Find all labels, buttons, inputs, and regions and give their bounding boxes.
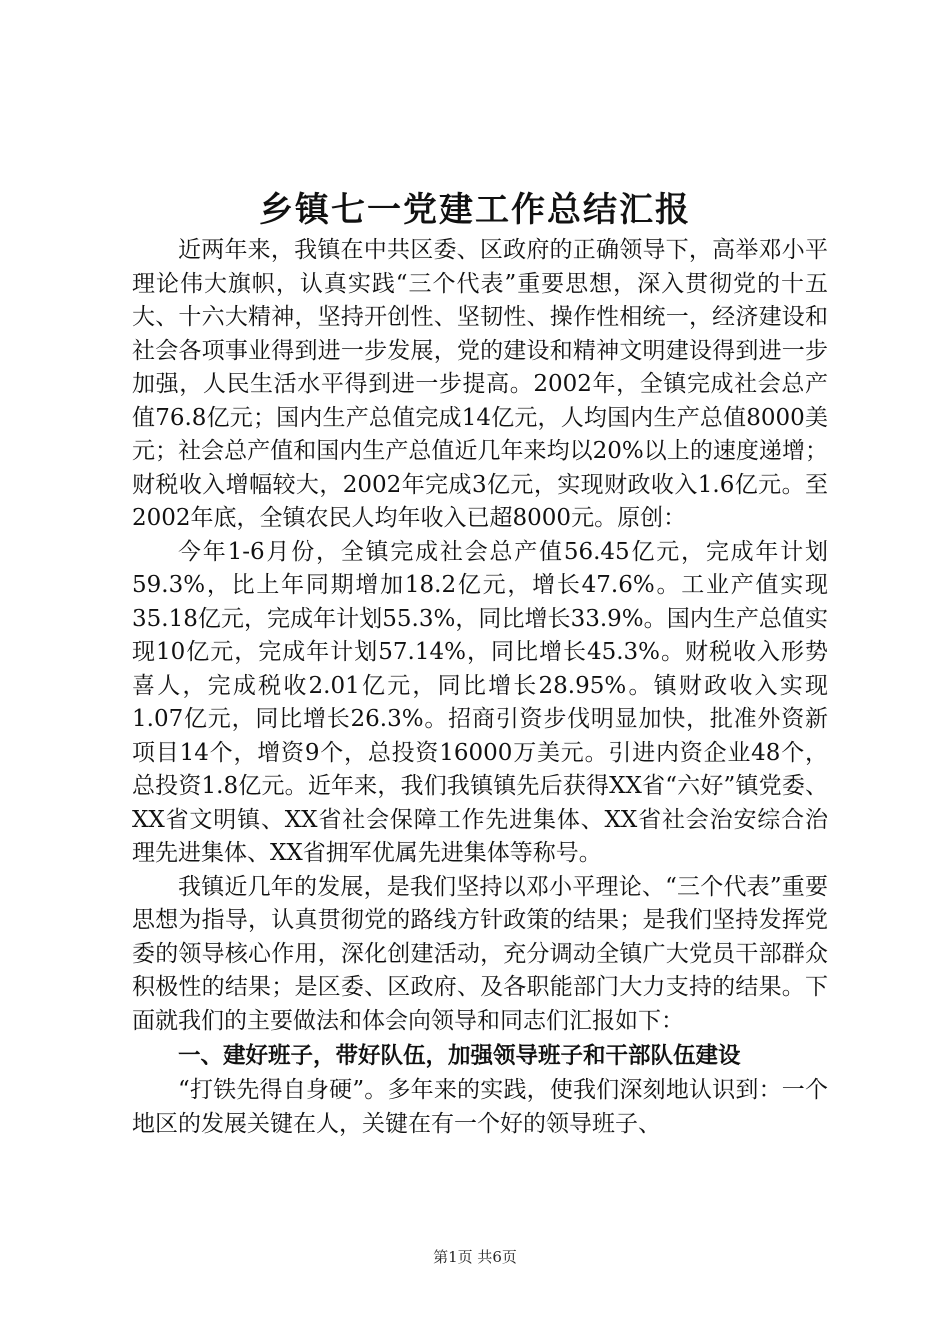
paragraph-summary: 我镇近几年的发展，是我们坚持以邓小平理论、“三个代表”重要思想为指导，认真贯彻党的路线方针政策的结果；是我们坚持发挥党委的领导核心作用，深化创建活动，充分调动全镇广大党员干部群众积极性的结果；是区委、区政府、及各职能部门大力支持的结果。下面就我们的主要做法和体会向领导和同志们汇报如下： <box>132 873 828 1034</box>
paragraph-statistics: 今年1-6月份，全镇完成社会总产值56.45亿元，完成年计划59.3%，比上年同期增加18.2亿元，增长47.6%。工业产值实现35.18亿元，完成年计划55.3%，同比增长33.9%。国内生产总值实现10亿元，完成年计划57.14%，同比增长45.3%。财税收入形势喜人，完成税收2.01亿元，同比增长28.95%。镇财政收入实现1.07亿元，同比增长26.3%。招商引资步伐明显加快，批准外资新项目14个，增资9个，总投资16000万美元。引进内资企业48个，总投资1.8亿元。近年来，我们我镇镇先后获得XX省“六好”镇党委、XX省文明镇、XX省社会保障工作先进集体、XX省社会治安综合治理先进集体、XX省拥军优属先进集体等称号。 <box>132 538 828 866</box>
page-footer: 第1页 共6页 <box>433 1248 517 1266</box>
section-heading: 一、建好班子，带好队伍，加强领导班子和干部队伍建设 <box>178 1043 741 1069</box>
paragraph-intro: 近两年来，我镇在中共区委、区政府的正确领导下，高举邓小平理论伟大旗帜，认真实践“三个代表”重要思想，深入贯彻党的十五大、十六大精神，坚持开创性、坚韧性、操作性相统一，经济建设和社会各项事业得到进一步发展，党的建设和精神文明建设得到进一步加强，人民生活水平得到进一步提高。2002年，全镇完成社会总产值76.8亿元；国内生产总值完成14亿元，人均国内生产总值8000美元；社会总产值和国内生产总值近几年来均以20%以上的速度递增；财税收入增幅较大，2002年完成3亿元，实现财政收入1.6亿元。至2002年底，全镇农民人均年收入已超8000元。原创： <box>132 237 828 531</box>
document-body <box>132 234 828 1141</box>
document-title: 乡镇七一党建工作总结汇报 <box>259 190 691 230</box>
paragraph-section-start: “打铁先得自身硬”。多年来的实践，使我们深刻地认识到：一个地区的发展关键在人，关键在有一个好的领导班子、 <box>132 1077 828 1137</box>
